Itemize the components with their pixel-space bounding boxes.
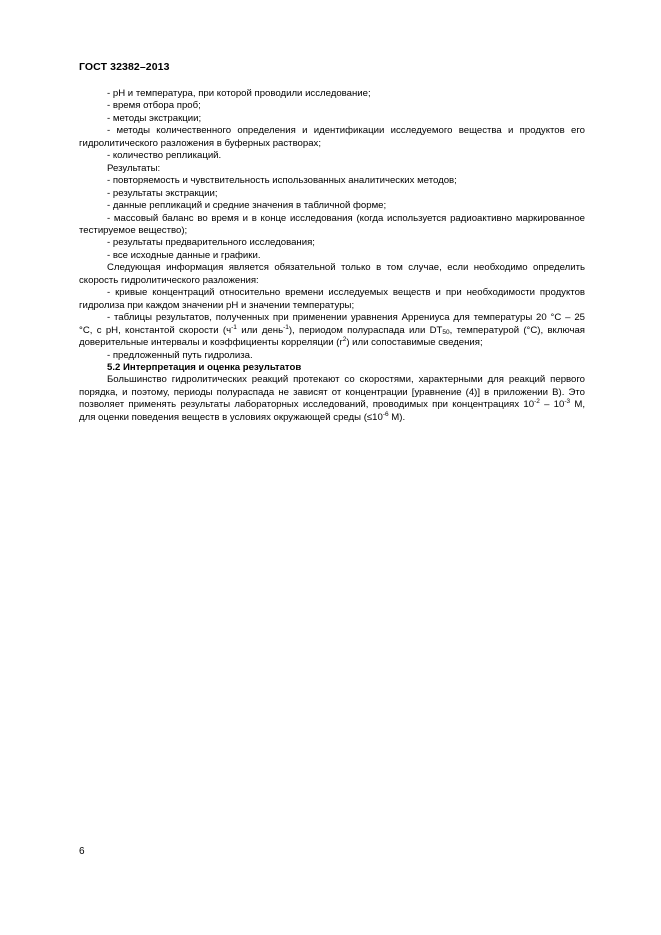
list-item: - массовый баланс во время и в конце исследования (когда используется радиоактивно маркированное тестируемое вещество); <box>79 212 585 236</box>
text-run: ) или сопоставимые сведения; <box>346 337 483 349</box>
superscript: 2 <box>342 336 347 344</box>
list-item: - кривые концентраций относительно времени исследуемых веществ и при необходимости продуктов гидролиза при каждом значении pH и значении температуры; <box>79 287 585 311</box>
superscript: -2 <box>534 398 540 406</box>
text-run: или день <box>236 324 284 336</box>
subscript: 50 <box>442 328 450 336</box>
list-item: - количество репликаций. <box>107 150 222 162</box>
list-item: - методы экстракции; <box>107 112 202 124</box>
list-item: - данные репликаций и средние значения в табличной форме; <box>107 200 387 212</box>
section-title: 5.2 Интерпретация и оценка результатов <box>107 361 302 373</box>
document-body <box>79 88 585 424</box>
list-item: - время отбора проб; <box>107 100 201 112</box>
list-item: - повторяемость и чувствительность использованных аналитических методов; <box>107 175 457 187</box>
text-run: - таблицы результатов, полученных при применении уравнения Аррениуса для температуры 20 °С – 25 °С, с pH, константой скорости (ч <box>79 312 585 336</box>
list-item: - результаты экстракции; <box>107 187 218 199</box>
results-heading: Результаты: <box>107 162 161 174</box>
list-item: - предложенный путь гидролиза. <box>107 349 253 361</box>
tables-item <box>79 312 585 349</box>
text-run: ), периодом полураспада или DT <box>288 324 443 336</box>
list-item: - все исходные данные и графики. <box>107 249 261 261</box>
text-run: Большинство гидролитических реакций протекают со скоростями, характерными для реакций первого порядка, и поэтому, периоды полураспада не зависят от концентрации [уравнение (4)] в приложении В). Это позволяет применять результаты лабораторных исследований, проводимых при концентрациях 10 <box>79 374 585 411</box>
superscript: -1 <box>231 323 237 331</box>
info-paragraph: Следующая информация является обязательной только в том случае, если необходимо определить скорость гидролитического разложения: <box>79 262 585 286</box>
superscript: -6 <box>382 410 389 418</box>
list-item: - pH и температура, при которой проводили исследование; <box>107 88 371 99</box>
text-run: М, для оценки поведения веществ в условиях окружающей среды (≤10 <box>79 399 586 423</box>
section-paragraph <box>79 374 585 424</box>
superscript: -3 <box>564 398 571 406</box>
list-item: - результаты предварительного исследования; <box>107 237 315 249</box>
page-number: 6 <box>79 846 85 857</box>
list-item: - методы количественного определения и идентификации исследуемого вещества и продуктов его гидролитического разложения в буферных растворах; <box>79 125 585 149</box>
text-run: – 10 <box>539 399 565 411</box>
text-run: , температурой (°С), включая доверительные интервалы и коэффициенты корреляции (r <box>79 324 585 349</box>
superscript: -1 <box>283 323 289 331</box>
document-header: ГОСТ 32382–2013 <box>79 61 170 73</box>
text-run: М). <box>388 411 406 423</box>
